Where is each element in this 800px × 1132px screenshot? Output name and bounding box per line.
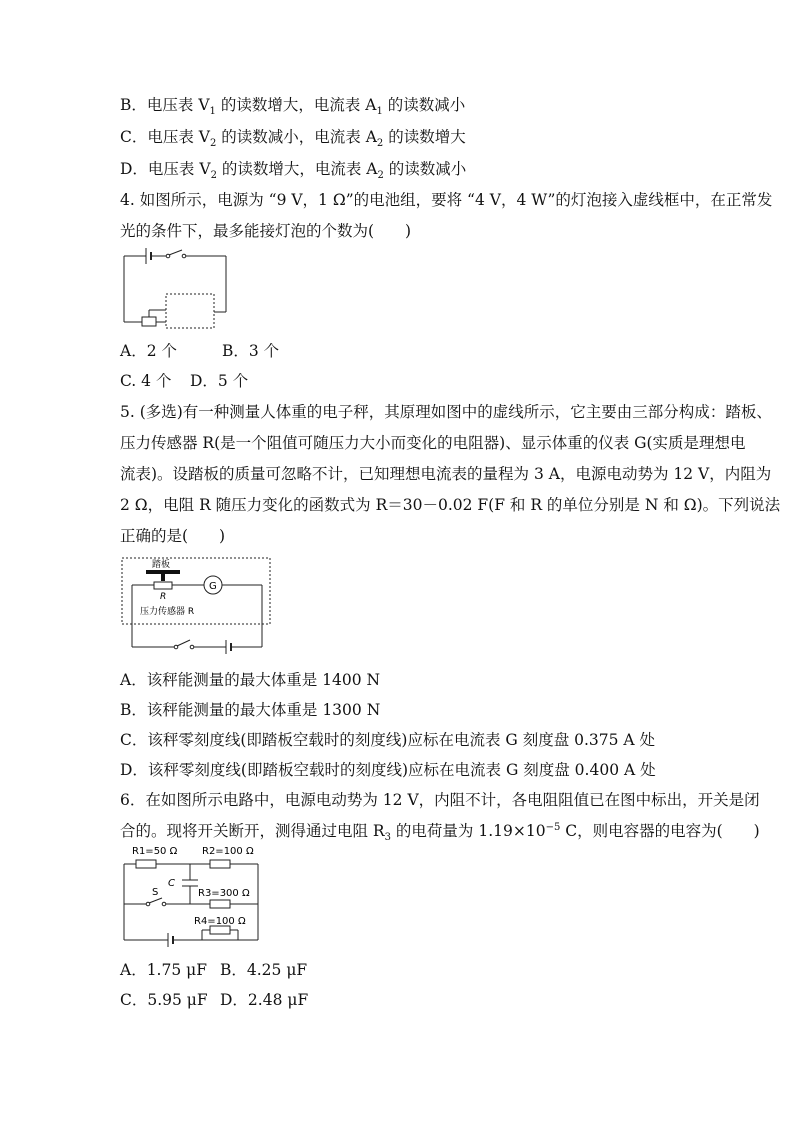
q5-stem-line2: 压力传感器 R(是一个阻值可随压力大小而变化的电阻器)、显示体重的仪表 G(实质是理想电	[120, 434, 746, 452]
q4-option-a: A．2 个	[120, 342, 177, 360]
q6-stem-line2: 合的。现将开关断开，测得通过电阻 $R_3$ 的电荷量为 $1.19\times 10^{-5}$ C，则电容器的电容为( )	[120, 821, 760, 844]
capacitor-label: C	[168, 878, 175, 889]
q5-stem-line3: 流表)。设踏板的质量可忽略不计，已知理想电流表的量程为 3 A，电源电动势为 12 V，内阻为	[120, 465, 772, 483]
q4-option-d: D．5 个	[190, 372, 249, 390]
q5-stem-line5: 正确的是( )	[120, 527, 226, 545]
switch-label: S	[152, 887, 159, 898]
q4-option-c: C. 4 个	[120, 372, 172, 390]
q3-option-b: B．电压表 $V_1$ 的读数增大，电流表 $A_1$ 的读数减小	[120, 96, 466, 118]
q6-option-d: D．2.48 μF	[220, 991, 309, 1009]
q5-stem-line1: 5. (多选)有一种测量人体重的电子秤，其原理如图中的虚线所示，它主要由三部分构成：踏板、	[120, 403, 772, 421]
q5-option-c: C．该秤零刻度线(即踏板空载时的刻度线)应标在电流表 G 刻度盘 0.375 A 处	[120, 731, 656, 749]
q6-option-c: C．5.95 μF	[120, 991, 208, 1009]
q3-option-d: D．电压表 $V_2$ 的读数增大，电流表 $A_2$ 的读数减小	[120, 160, 467, 182]
q5-option-b: B．该秤能测量的最大体重是 1300 N	[120, 701, 381, 719]
q5-scale-diagram	[118, 554, 274, 658]
q5-option-a: A．该秤能测量的最大体重是 1400 N	[120, 671, 381, 689]
q4-circuit-diagram	[118, 244, 230, 330]
q4-option-b: B．3 个	[222, 342, 280, 360]
r4-label: R4=100 Ω	[194, 916, 246, 927]
q6-option-b: B．4.25 μF	[220, 961, 308, 979]
galvanometer-label: G	[209, 581, 217, 592]
r3-label: R3=300 Ω	[198, 888, 250, 899]
q4-stem-line1: 4. 如图所示，电源为 “9 V，1 Ω”的电池组，要将 “4 V，4 W”的灯泡接入虚线框中，在正常发	[120, 191, 773, 209]
r1-label: R1=50 Ω	[132, 846, 178, 857]
q6-circuit-diagram	[118, 842, 268, 946]
q5-option-d: D．该秤零刻度线(即踏板空载时的刻度线)应标在电流表 G 刻度盘 0.400 A 处	[120, 761, 656, 779]
q5-stem-line4: 2 Ω，电阻 R 随压力变化的函数式为 R＝30－0.02 F(F 和 R 的单位分别是 N 和 Ω)。下列说法	[120, 496, 781, 514]
q3-option-c: C．电压表 $V_2$ 的读数减小，电流表 $A_2$ 的读数增大	[120, 128, 466, 150]
q6-option-a: A．1.75 μF	[120, 961, 207, 979]
q4-stem-line2: 光的条件下，最多能接灯泡的个数为( )	[120, 222, 412, 240]
pedal-label: 踏板	[152, 560, 171, 570]
q6-stem-line1: 6．在如图所示电路中，电源电动势为 12 V，内阻不计，各电阻阻值已在图中标出，开关是闭	[120, 791, 760, 809]
resistor-label: R	[160, 592, 167, 602]
sensor-label: 压力传感器 R	[140, 607, 195, 617]
r2-label: R2=100 Ω	[202, 846, 254, 857]
